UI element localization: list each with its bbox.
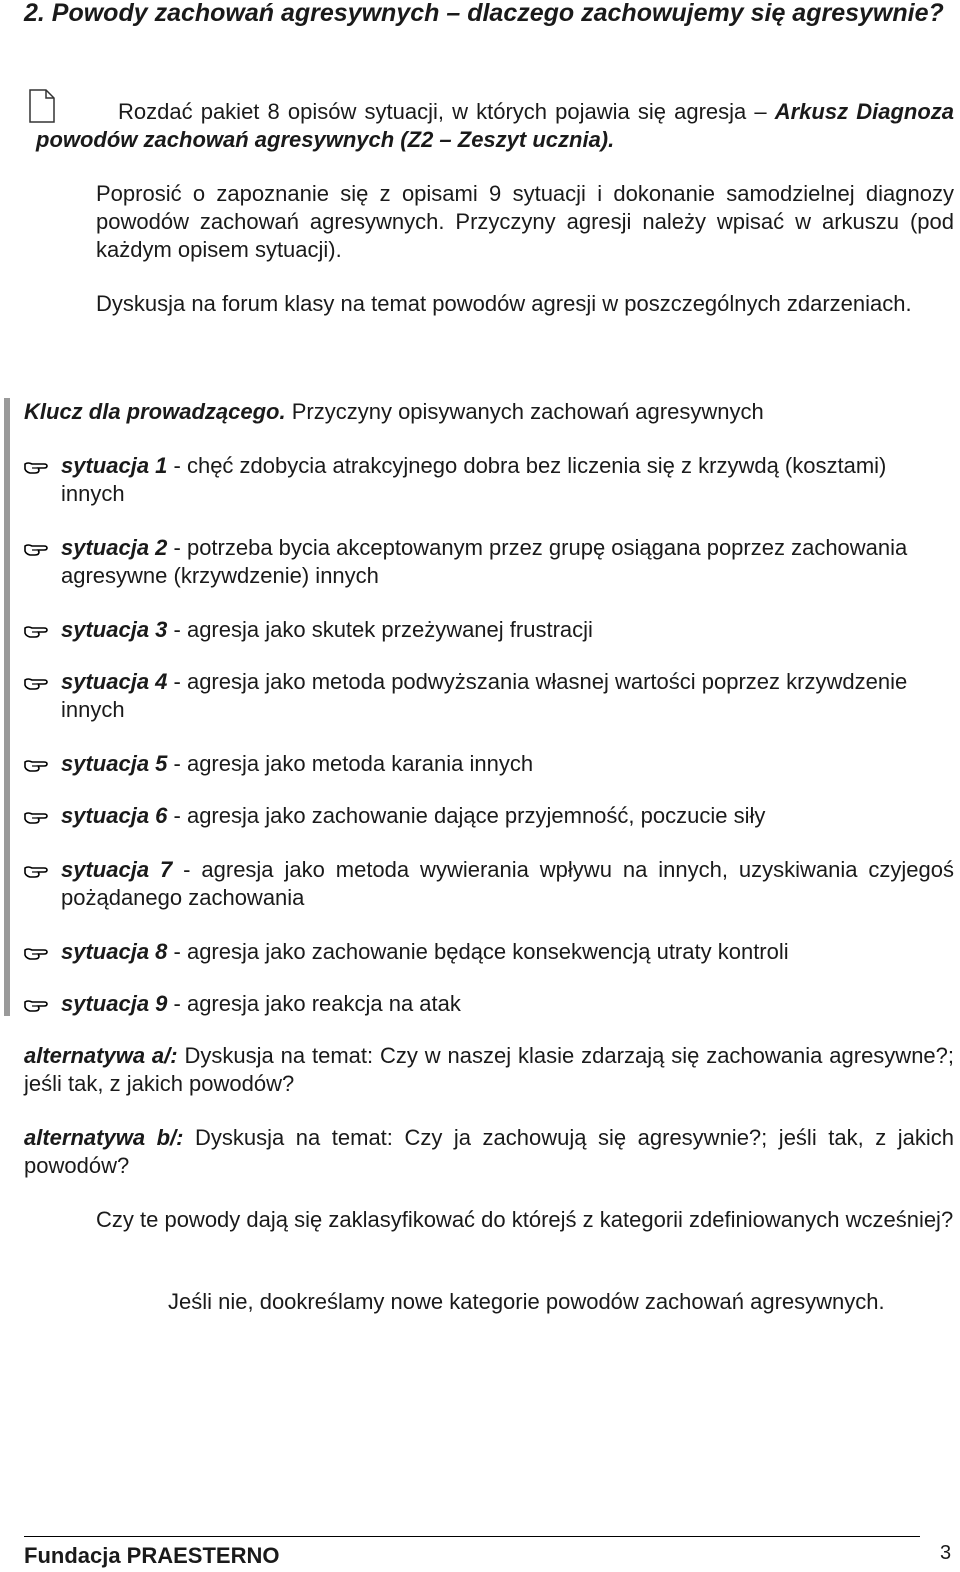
situation-description: - agresja jako metoda karania innych <box>167 751 534 776</box>
situation-text <box>61 938 954 966</box>
situation-text <box>61 534 954 590</box>
situation-description: - potrzeba bycia akceptowanym przez grupę osiągana poprzez zachowania agresywne (krzywdzenie) innych <box>61 535 908 588</box>
page-number: 3 <box>940 1542 952 1564</box>
situation-description: - agresja jako zachowanie dające przyjemność, poczucie siły <box>167 803 766 828</box>
alternative-b-text: Dyskusja na temat: Czy ja zachowują się agresywnie?; jeśli tak, z jakich powodów? <box>24 1125 955 1178</box>
key-label: Klucz dla prowadzącego. <box>24 399 286 424</box>
situation-text <box>61 990 954 1018</box>
situation-label: sytuacja 9 <box>61 991 168 1016</box>
intro-text: Rozdać pakiet 8 opisów sytuacji, w których pojawia się agresja – <box>118 99 775 124</box>
pointing-hand-icon <box>24 757 50 773</box>
instruction-2: Dyskusja na forum klasy na temat powodów agresji w poszczególnych zdarzeniach. <box>96 291 912 316</box>
situation-text <box>61 856 954 912</box>
situation-label: sytuacja 3 <box>61 617 168 642</box>
situation-text <box>61 452 954 508</box>
pointing-hand-icon <box>24 997 50 1013</box>
situation-label: sytuacja 7 <box>61 857 173 882</box>
pointing-hand-icon <box>24 675 50 691</box>
situation-text <box>61 802 954 830</box>
alternative-b-label: alternatywa b/: <box>24 1125 184 1150</box>
footer-rule <box>24 1536 920 1537</box>
alternative-a-text: Dyskusja na temat: Czy w naszej klasie zdarzają się zachowania agresywne?; jeśli tak, z jakich powodów? <box>24 1043 955 1096</box>
key-text: Przyczyny opisywanych zachowań agresywnych <box>285 399 764 424</box>
key-line <box>24 398 954 426</box>
situation-description: - chęć zdobycia atrakcyjnego dobra bez liczenia się z krzywdą (kosztami) innych <box>61 453 887 506</box>
situation-text <box>61 616 954 644</box>
situation-label: sytuacja 1 <box>61 453 168 478</box>
situation-label: sytuacja 2 <box>61 535 168 560</box>
intro-paragraph <box>36 98 954 154</box>
situation-description: - agresja jako reakcja na atak <box>167 991 461 1016</box>
situation-label: sytuacja 5 <box>61 751 168 776</box>
alternative-b <box>24 1124 954 1180</box>
followup: Jeśli nie, dookreślamy nowe kategorie powodów zachowań agresywnych. <box>168 1289 885 1314</box>
situation-description: - agresja jako metoda podwyższania własnej wartości poprzez krzywdzenie innych <box>61 669 908 722</box>
worksheet-title: Arkusz Diagnoza powodów zachowań agresywnych <box>36 99 954 152</box>
pointing-hand-icon <box>24 459 50 475</box>
pointing-hand-icon <box>24 623 50 639</box>
situation-description: - agresja jako metoda wywierania wpływu na innych, uzyskiwania czyjegoś pożądanego zachowania <box>61 857 954 910</box>
key-sidebar-bar <box>4 398 10 1016</box>
situation-label: sytuacja 4 <box>61 669 168 694</box>
instruction-1: Poprosić o zapoznanie się z opisami 9 sytuacji i dokonanie samodzielnej diagnozy powodów zachowań agresywnych. Przyczyny agresji należy wpisać w arkuszu (pod każdym opisem sytuacji). <box>96 181 954 262</box>
pointing-hand-icon <box>24 809 50 825</box>
footer-organization: Fundacja PRAESTERNO <box>24 1543 280 1568</box>
situation-description: - agresja jako zachowanie będące konsekwencją utraty kontroli <box>167 939 789 964</box>
question: Czy te powody dają się zaklasyfikować do którejś z kategorii zdefiniowanych wcześniej? <box>96 1207 954 1232</box>
situation-text <box>61 750 954 778</box>
situation-description: - agresja jako skutek przeżywanej frustracji <box>167 617 593 642</box>
situation-label: sytuacja 8 <box>61 939 168 964</box>
alternative-a-label: alternatywa a/: <box>24 1043 178 1068</box>
situation-text <box>61 668 954 724</box>
pointing-hand-icon <box>24 945 50 961</box>
section-heading: 2. Powody zachowań agresywnych – dlaczego zachowujemy się agresywnie? <box>24 0 944 27</box>
worksheet-ref: (Z2 – Zeszyt ucznia). <box>394 127 615 152</box>
pointing-hand-icon <box>24 541 50 557</box>
alternative-a <box>24 1042 954 1098</box>
pointing-hand-icon <box>24 863 50 879</box>
situation-label: sytuacja 6 <box>61 803 168 828</box>
